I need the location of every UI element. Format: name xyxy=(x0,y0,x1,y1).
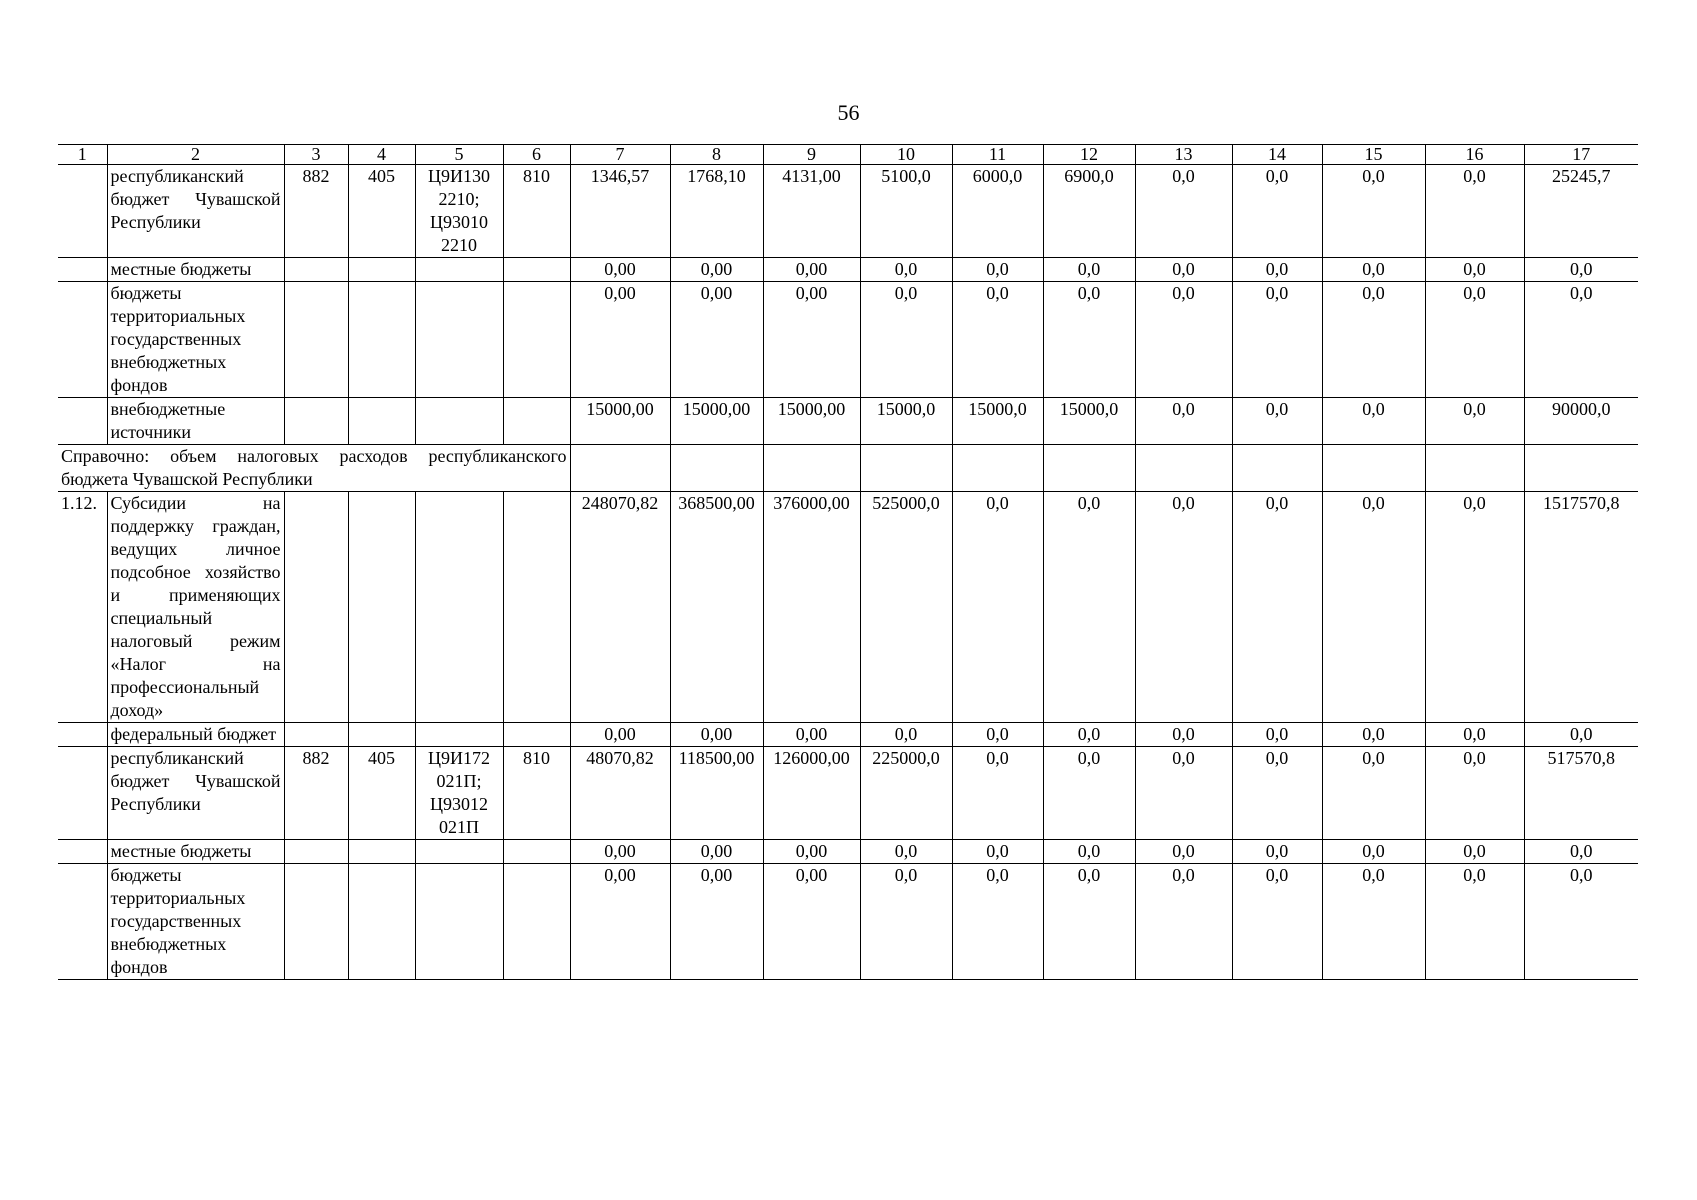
column-number-14: 14 xyxy=(1232,145,1322,165)
item-label: Субсидии на поддержку граждан, ведущих личное подсобное хозяйство и применяющих специальный налоговый режим «Налог на профессиональный доход» xyxy=(107,492,284,723)
value-cell: 0,0 xyxy=(1135,747,1232,840)
value-cell: 1346,57 xyxy=(570,165,670,258)
value-cell: 248070,82 xyxy=(570,492,670,723)
value-cell: 517570,8 xyxy=(1524,747,1638,840)
value-cell: 0,0 xyxy=(952,282,1043,398)
value-cell: 0,0 xyxy=(1043,747,1135,840)
value-cell: 0,0 xyxy=(952,723,1043,747)
value-cell: 4131,00 xyxy=(763,165,860,258)
value-cell: 15000,00 xyxy=(670,398,763,445)
row-label: местные бюджеты xyxy=(107,258,284,282)
value-cell: 0,0 xyxy=(860,864,952,980)
row-number-cell xyxy=(58,747,107,840)
value-cell: 368500,00 xyxy=(670,492,763,723)
value-cell: 0,0 xyxy=(1322,398,1425,445)
value-cell: 0,00 xyxy=(763,864,860,980)
value-cell: 0,0 xyxy=(1135,398,1232,445)
code-ministry: 882 xyxy=(284,747,348,840)
item-number: 1.12. xyxy=(58,492,107,723)
value-cell: 0,0 xyxy=(860,723,952,747)
value-cell: 0,00 xyxy=(670,258,763,282)
empty-cell xyxy=(1232,445,1322,492)
empty-cell xyxy=(1043,445,1135,492)
value-cell: 0,0 xyxy=(1135,840,1232,864)
code-target-article xyxy=(415,398,503,445)
code-target-article xyxy=(415,492,503,723)
value-cell: 0,0 xyxy=(1043,258,1135,282)
value-cell: 15000,00 xyxy=(763,398,860,445)
empty-cell xyxy=(1524,445,1638,492)
value-cell: 0,0 xyxy=(1322,492,1425,723)
table-row xyxy=(58,864,1638,980)
value-cell: 0,00 xyxy=(763,723,860,747)
code-expense-type xyxy=(503,840,570,864)
column-number-6: 6 xyxy=(503,145,570,165)
value-cell: 0,0 xyxy=(860,258,952,282)
column-number-17: 17 xyxy=(1524,145,1638,165)
value-cell: 0,0 xyxy=(1322,747,1425,840)
value-cell: 126000,00 xyxy=(763,747,860,840)
empty-cell xyxy=(952,445,1043,492)
code-target-article: Ц9И130 2210; Ц93010 2210 xyxy=(415,165,503,258)
value-cell: 0,0 xyxy=(1135,165,1232,258)
value-cell: 0,0 xyxy=(1524,258,1638,282)
value-cell: 1517570,8 xyxy=(1524,492,1638,723)
code-expense-type xyxy=(503,282,570,398)
value-cell: 48070,82 xyxy=(570,747,670,840)
value-cell: 0,00 xyxy=(570,258,670,282)
value-cell: 15000,0 xyxy=(860,398,952,445)
value-cell: 0,00 xyxy=(570,864,670,980)
value-cell: 15000,00 xyxy=(570,398,670,445)
value-cell: 0,0 xyxy=(1135,864,1232,980)
code-expense-type xyxy=(503,864,570,980)
empty-cell xyxy=(570,445,670,492)
value-cell: 15000,0 xyxy=(1043,398,1135,445)
code-expense-type xyxy=(503,258,570,282)
code-section xyxy=(348,864,415,980)
code-target-article xyxy=(415,723,503,747)
value-cell: 0,0 xyxy=(1322,282,1425,398)
value-cell: 0,0 xyxy=(1232,165,1322,258)
value-cell: 0,0 xyxy=(1524,864,1638,980)
value-cell: 0,0 xyxy=(1135,282,1232,398)
code-section xyxy=(348,840,415,864)
row-number-cell xyxy=(58,840,107,864)
code-section xyxy=(348,282,415,398)
value-cell: 0,0 xyxy=(860,840,952,864)
value-cell: 5100,0 xyxy=(860,165,952,258)
column-number-row xyxy=(58,145,1638,165)
table-row xyxy=(58,723,1638,747)
code-ministry xyxy=(284,840,348,864)
row-number-cell xyxy=(58,398,107,445)
row-label: бюджеты территориальных государственных внебюджетных фондов xyxy=(107,282,284,398)
value-cell: 0,0 xyxy=(1524,723,1638,747)
column-number-16: 16 xyxy=(1425,145,1524,165)
value-cell: 0,0 xyxy=(1425,840,1524,864)
code-section: 405 xyxy=(348,747,415,840)
value-cell: 0,0 xyxy=(1425,492,1524,723)
column-number-2: 2 xyxy=(107,145,284,165)
value-cell: 0,0 xyxy=(1232,747,1322,840)
code-ministry xyxy=(284,723,348,747)
value-cell: 0,0 xyxy=(1425,864,1524,980)
column-number-9: 9 xyxy=(763,145,860,165)
value-cell: 0,0 xyxy=(1232,492,1322,723)
column-number-10: 10 xyxy=(860,145,952,165)
budget-table xyxy=(58,144,1638,980)
value-cell: 0,0 xyxy=(1043,282,1135,398)
value-cell: 90000,0 xyxy=(1524,398,1638,445)
code-target-article: Ц9И172 021П; Ц93012 021П xyxy=(415,747,503,840)
code-expense-type xyxy=(503,723,570,747)
value-cell: 0,0 xyxy=(952,840,1043,864)
code-expense-type xyxy=(503,492,570,723)
column-number-4: 4 xyxy=(348,145,415,165)
column-number-11: 11 xyxy=(952,145,1043,165)
value-cell: 0,0 xyxy=(1524,840,1638,864)
value-cell: 15000,0 xyxy=(952,398,1043,445)
value-cell: 0,0 xyxy=(1425,398,1524,445)
value-cell: 6000,0 xyxy=(952,165,1043,258)
code-target-article xyxy=(415,258,503,282)
empty-cell xyxy=(1135,445,1232,492)
value-cell: 0,00 xyxy=(670,864,763,980)
row-label: бюджеты территориальных государственных внебюджетных фондов xyxy=(107,864,284,980)
value-cell: 0,0 xyxy=(952,258,1043,282)
table-row-item xyxy=(58,492,1638,723)
code-ministry xyxy=(284,258,348,282)
empty-cell xyxy=(1322,445,1425,492)
row-number-cell xyxy=(58,282,107,398)
reference-note-row xyxy=(58,445,1638,492)
value-cell: 0,0 xyxy=(952,492,1043,723)
reference-note: Справочно: объем налоговых расходов республиканского бюджета Чувашской Республики xyxy=(58,445,570,492)
value-cell: 0,0 xyxy=(1043,840,1135,864)
row-label: местные бюджеты xyxy=(107,840,284,864)
page-number: 56 xyxy=(837,100,860,125)
column-number-5: 5 xyxy=(415,145,503,165)
value-cell: 0,00 xyxy=(670,840,763,864)
value-cell: 0,0 xyxy=(1135,258,1232,282)
value-cell: 0,0 xyxy=(952,864,1043,980)
value-cell: 525000,0 xyxy=(860,492,952,723)
value-cell: 6900,0 xyxy=(1043,165,1135,258)
code-expense-type xyxy=(503,398,570,445)
empty-cell xyxy=(860,445,952,492)
value-cell: 0,0 xyxy=(1043,723,1135,747)
value-cell: 0,0 xyxy=(952,747,1043,840)
value-cell: 118500,00 xyxy=(670,747,763,840)
code-target-article xyxy=(415,864,503,980)
value-cell: 0,0 xyxy=(860,282,952,398)
value-cell: 0,00 xyxy=(670,723,763,747)
column-number-13: 13 xyxy=(1135,145,1232,165)
value-cell: 1768,10 xyxy=(670,165,763,258)
value-cell: 0,00 xyxy=(670,282,763,398)
code-ministry xyxy=(284,282,348,398)
code-expense-type: 810 xyxy=(503,165,570,258)
row-number-cell xyxy=(58,258,107,282)
value-cell: 0,0 xyxy=(1322,723,1425,747)
table-row xyxy=(58,840,1638,864)
column-number-7: 7 xyxy=(570,145,670,165)
code-expense-type: 810 xyxy=(503,747,570,840)
code-section xyxy=(348,398,415,445)
code-target-article xyxy=(415,282,503,398)
value-cell: 0,0 xyxy=(1524,282,1638,398)
value-cell: 0,0 xyxy=(1425,165,1524,258)
row-label: республиканский бюджет Чувашской Республики xyxy=(107,747,284,840)
table-row xyxy=(58,258,1638,282)
value-cell: 0,0 xyxy=(1322,864,1425,980)
code-section xyxy=(348,723,415,747)
value-cell: 0,00 xyxy=(763,282,860,398)
empty-cell xyxy=(1425,445,1524,492)
column-number-8: 8 xyxy=(670,145,763,165)
code-ministry xyxy=(284,864,348,980)
code-section xyxy=(348,258,415,282)
code-ministry xyxy=(284,492,348,723)
value-cell: 0,0 xyxy=(1135,723,1232,747)
value-cell: 0,00 xyxy=(570,840,670,864)
value-cell: 0,0 xyxy=(1322,165,1425,258)
value-cell: 376000,00 xyxy=(763,492,860,723)
row-label: внебюджетные источники xyxy=(107,398,284,445)
value-cell: 0,0 xyxy=(1425,747,1524,840)
value-cell: 0,0 xyxy=(1232,723,1322,747)
value-cell: 0,0 xyxy=(1232,840,1322,864)
empty-cell xyxy=(670,445,763,492)
value-cell: 0,0 xyxy=(1425,723,1524,747)
value-cell: 0,0 xyxy=(1322,840,1425,864)
value-cell: 0,00 xyxy=(763,258,860,282)
value-cell: 225000,0 xyxy=(860,747,952,840)
table-row xyxy=(58,398,1638,445)
value-cell: 0,00 xyxy=(570,723,670,747)
value-cell: 0,00 xyxy=(763,840,860,864)
value-cell: 0,0 xyxy=(1232,282,1322,398)
value-cell: 0,00 xyxy=(570,282,670,398)
row-number-cell xyxy=(58,165,107,258)
value-cell: 0,0 xyxy=(1043,492,1135,723)
code-ministry xyxy=(284,398,348,445)
column-number-1: 1 xyxy=(58,145,107,165)
code-section: 405 xyxy=(348,165,415,258)
value-cell: 0,0 xyxy=(1232,258,1322,282)
row-label: федеральный бюджет xyxy=(107,723,284,747)
value-cell: 0,0 xyxy=(1425,282,1524,398)
column-number-15: 15 xyxy=(1322,145,1425,165)
code-section xyxy=(348,492,415,723)
value-cell: 0,0 xyxy=(1135,492,1232,723)
table-row xyxy=(58,282,1638,398)
row-number-cell xyxy=(58,864,107,980)
value-cell: 0,0 xyxy=(1232,398,1322,445)
empty-cell xyxy=(763,445,860,492)
row-label: республиканский бюджет Чувашской Республики xyxy=(107,165,284,258)
value-cell: 0,0 xyxy=(1322,258,1425,282)
value-cell: 0,0 xyxy=(1232,864,1322,980)
table-row xyxy=(58,747,1638,840)
column-number-3: 3 xyxy=(284,145,348,165)
code-ministry: 882 xyxy=(284,165,348,258)
value-cell: 0,0 xyxy=(1425,258,1524,282)
table-row xyxy=(58,165,1638,258)
column-number-12: 12 xyxy=(1043,145,1135,165)
value-cell: 0,0 xyxy=(1043,864,1135,980)
code-target-article xyxy=(415,840,503,864)
value-cell: 25245,7 xyxy=(1524,165,1638,258)
row-number-cell xyxy=(58,723,107,747)
